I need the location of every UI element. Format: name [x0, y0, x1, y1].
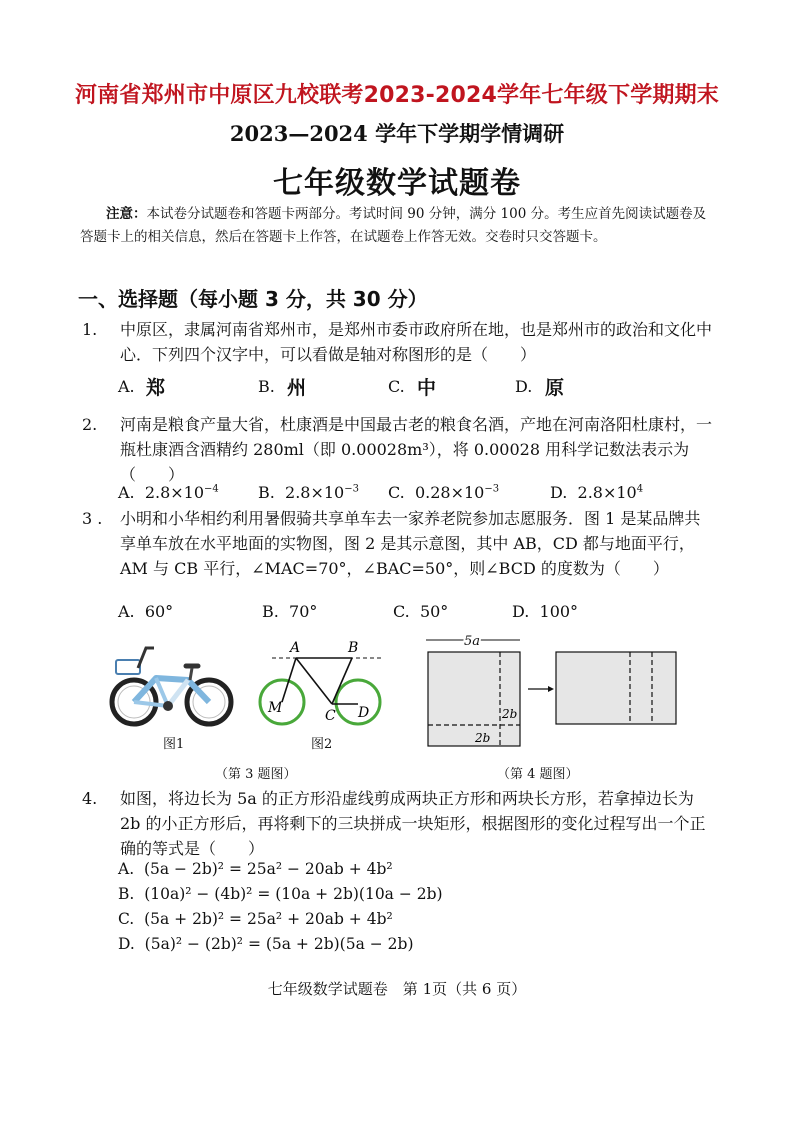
option-letter: B. — [258, 377, 275, 396]
question-3-options — [0, 602, 794, 626]
question-text: 河南是粮食产量大省，杜康酒是中国最古老的粮食名酒，产地在河南洛阳杜康村，一瓶杜康酒含酒精约 280ml（即 0.00028m³），将 0.00028 用科学记数法表示为（ ） — [120, 415, 713, 484]
option-letter: A. — [118, 377, 135, 396]
bicycle-figure — [106, 640, 238, 732]
figure-3-caption: （第 3 题图） — [215, 767, 297, 782]
question-3 — [82, 506, 714, 581]
label-2b-bottom: 2b — [475, 731, 491, 745]
point-label-m: M — [268, 700, 283, 716]
option-d: D. $2.8\times 10^4$ — [550, 483, 644, 502]
exam-subtitle: 2023—2024 学年下学期学情调研 — [229, 121, 565, 146]
question-2-options — [0, 483, 794, 507]
notice-paragraph — [80, 203, 715, 249]
question-text: 中原区，隶属河南省郑州市，是郑州市委市政府所在地，也是郑州市的政治和文化中心．下列四个汉字中，可以看做是轴对称图形的是（ ） — [120, 320, 713, 364]
question-text: 小明和小华相约利用暑假骑共享单车去一家养老院参加志愿服务．图 1 是某品牌共享单车放在水平地面的实物图，图 2 是其示意图，其中 AB，CD 都与地面平行，AM 与 CB 平行，∠MAC=70°，∠BAC=50°，则∠BCD 的度数为（ ） — [120, 509, 701, 578]
question-number: 1. — [82, 320, 98, 339]
question-text: 如图，将边长为 5a 的正方形沿虚线剪成两块正方形和两块长方形，若拿掉边长为 2b 的小正方形后，再将剩下的三块拼成一块矩形，根据图形的变化过程写出一个正确的等式是（ ） — [120, 789, 706, 858]
question-number: 2. — [82, 415, 98, 434]
question-number: 3 . — [82, 509, 103, 528]
exam-banner: 河南省郑州市中原区九校联考2023-2024学年七年级下学期期末 — [75, 83, 719, 108]
question-1 — [82, 317, 714, 367]
figure-1-label: 图1 — [163, 737, 185, 752]
exam-title: 七年级数学试题卷 — [273, 166, 521, 201]
option-d: D. (5a)² − (2b)² = (5a + 2b)(5a − 2b) — [118, 935, 414, 953]
notice-text: 本试卷分试题卷和答题卡两部分。考试时间 90 分钟，满分 100 分。考生应首先阅读试题卷及答题卡上的相关信息，然后在答题卡上作答，在试题卷上作答无效。交卷时只交答题卡。 — [80, 206, 707, 245]
point-label-c: C — [325, 708, 336, 724]
option-a: A. $2.8\times 10^{-4}$ — [118, 483, 219, 502]
question-1-options — [0, 373, 794, 403]
figure-4-caption: （第 4 题图） — [497, 767, 579, 782]
label-5a: 5a — [464, 634, 481, 649]
option-value: 中 — [417, 377, 437, 399]
option-b: B. $2.8\times 10^{-3}$ — [258, 483, 359, 502]
option-b: B. 70° — [262, 602, 318, 621]
question-2 — [82, 412, 714, 487]
option-d: D. 100° — [512, 602, 579, 621]
figure-2-label: 图2 — [311, 737, 333, 752]
option-a: A. (5a − 2b)² = 25a² − 20ab + 4b² — [118, 860, 393, 878]
option-value: 原 — [545, 377, 565, 399]
option-b: B. (10a)² − (4b)² = (10a + 2b)(10a − 2b) — [118, 885, 443, 903]
option-c: C. $0.28\times 10^{-3}$ — [388, 483, 500, 502]
option-letter: D. — [515, 377, 533, 396]
question-number: 4. — [82, 789, 98, 808]
option-letter: C. — [388, 377, 405, 396]
square-cut-figure — [420, 632, 682, 752]
schematic-figure — [252, 636, 392, 734]
option-c: C. 50° — [393, 602, 449, 621]
point-label-d: D — [358, 705, 370, 721]
option-value: 郑 — [146, 377, 166, 399]
question-4 — [82, 786, 714, 861]
point-label-a: A — [290, 640, 301, 656]
point-label-b: B — [348, 640, 359, 656]
section-heading-choice: 一、选择题（每小题 3 分，共 30 分） — [78, 287, 428, 311]
notice-label: 注意： — [106, 206, 147, 222]
page-footer: 七年级数学试题卷 第 1页（共 6 页） — [267, 980, 527, 998]
option-value: 州 — [287, 377, 307, 399]
option-a: A. 60° — [118, 602, 174, 621]
label-2b-side: 2b — [502, 707, 518, 721]
option-c: C. (5a + 2b)² = 25a² + 20ab + 4b² — [118, 910, 393, 928]
